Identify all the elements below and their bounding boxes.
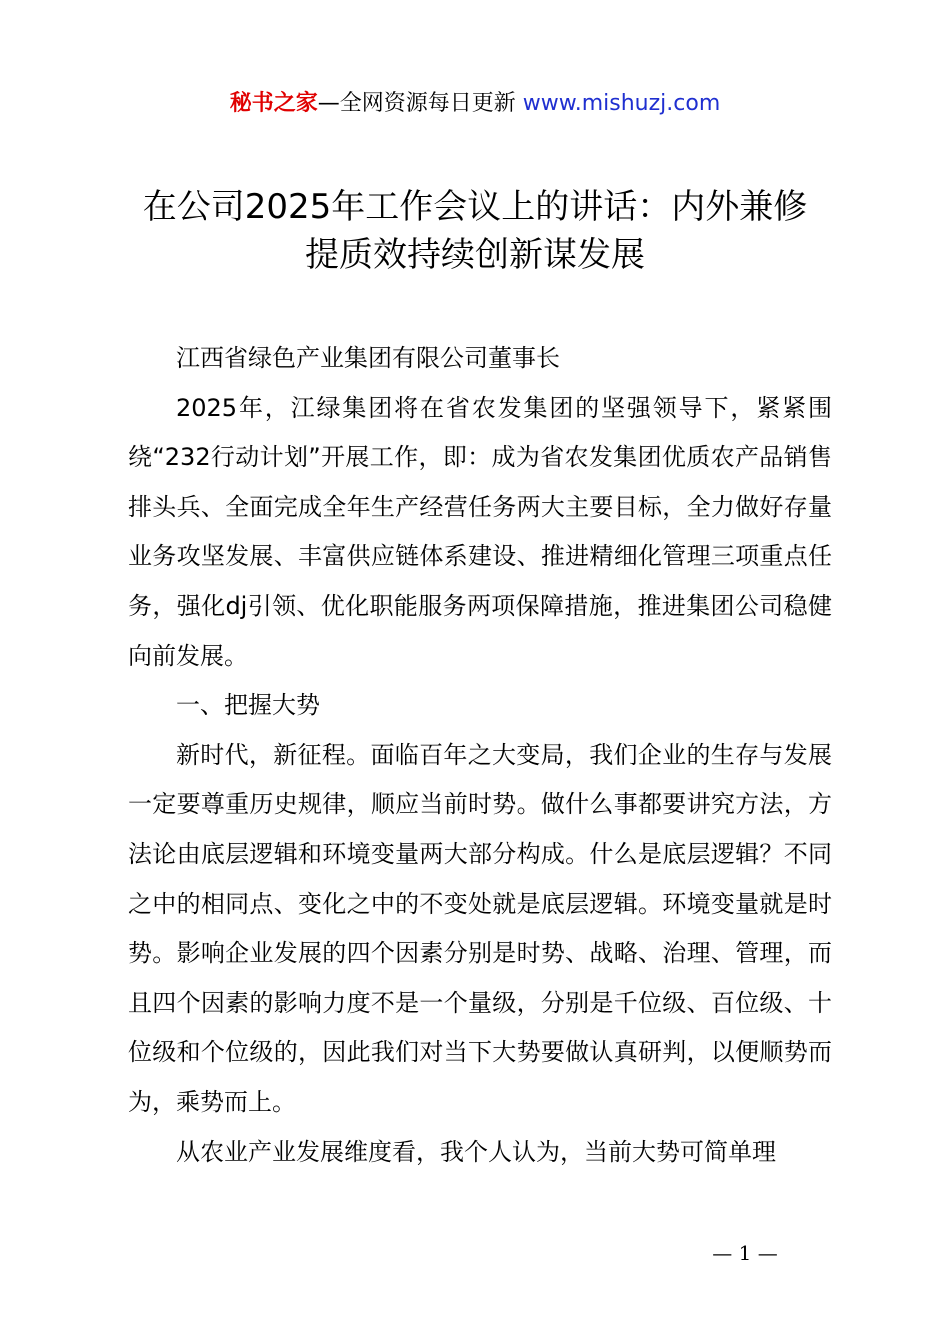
author-line: 江西省绿色产业集团有限公司董事长: [176, 344, 560, 372]
page-number: — 1 —: [712, 1241, 778, 1265]
site-url-link[interactable]: www.mishuzj.com: [522, 91, 721, 116]
paragraph-agriculture: 从农业产业发展维度看，我个人认为，当前大势可简单理: [176, 1137, 776, 1166]
header-tagline: —全网资源每日更新: [317, 91, 516, 116]
paragraph-trend: 新时代，新征程。面临百年之大变局，我们企业的生存与发展一定要尊重历史规律，顺应当前时势。做什么事都要讲究方法，方法论由底层逻辑和环境变量两大部分构成。什么是底层逻辑？不同之中的相同点、变化之中的不变处就是底层逻辑。环境变量就是时势。影响企业发展的四个因素分别是时势、战略、治理、管理，而且四个因素的影响力度不是一个量级，分别是千位级、百位级、十位级和个位级的，因此我们对当下大势要做认真研判，以便顺势而为，乘势而上。: [128, 740, 832, 1116]
section-heading: 一、把握大势: [176, 691, 320, 720]
brand-name: 秘书之家: [229, 91, 318, 116]
document-body: [128, 334, 832, 1177]
site-header: [0, 86, 950, 122]
title-line-1: 在公司2025年工作会议上的讲话：内外兼修: [142, 187, 808, 227]
document-title: [80, 183, 870, 279]
title-line-2: 提质效持续创新谋发展: [305, 235, 645, 275]
paragraph-intro: 2025年，江绿集团将在省农发集团的坚强领导下，紧紧围绕“232行动计划”开展工作，即：成为省农发集团优质农产品销售排头兵、全面完成全年生产经营任务两大主要目标，全力做好存量业务攻坚发展、丰富供应链体系建设、推进精细化管理三项重点任务，强化dj引领、优化职能服务两项保障措施，推进集团公司稳健向前发展。: [128, 393, 832, 670]
